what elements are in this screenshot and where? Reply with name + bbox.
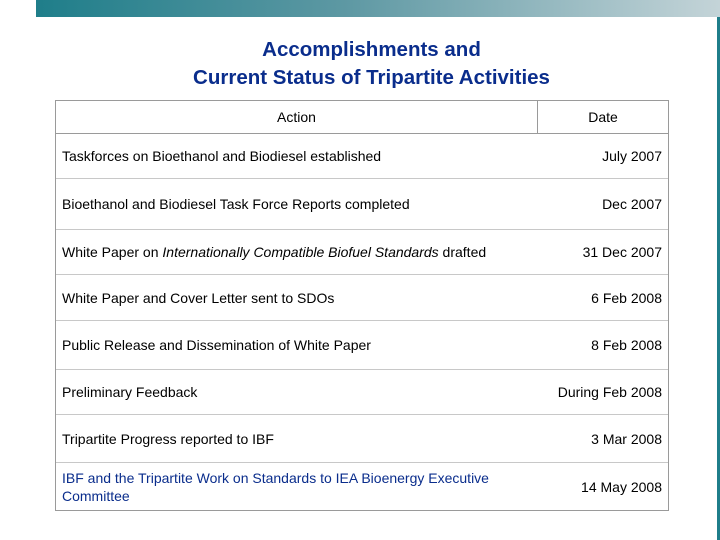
row-action-suffix: drafted [438, 244, 487, 260]
row-date: 14 May 2008 [581, 478, 662, 495]
row-action: Bioethanol and Biodiesel Task Force Reports completed [62, 196, 410, 212]
row-action [62, 230, 532, 274]
row-action: Taskforces on Bioethanol and Biodiesel established [62, 148, 382, 164]
table-row [56, 229, 668, 274]
row-date: 3 Mar 2008 [591, 430, 662, 447]
table-row [56, 320, 668, 369]
row-action: Public Release and Dissemination of White Paper [62, 337, 371, 353]
slide-title [0, 36, 720, 92]
table-row [56, 462, 668, 510]
table-row [56, 414, 668, 462]
row-action: IBF and the Tripartite Work on Standards to IEA Bioenergy Executive Committee [62, 469, 489, 504]
row-action-italic-title: Internationally Compatible Biofuel Standards [162, 244, 439, 260]
row-date: 31 Dec 2007 [582, 244, 662, 260]
row-date: During Feb 2008 [557, 384, 662, 400]
row-date: 6 Feb 2008 [591, 289, 662, 306]
title-line-1: Accomplishments and [262, 38, 481, 61]
header-date: Date [588, 109, 618, 125]
table-row [56, 274, 668, 320]
row-date: 8 Feb 2008 [591, 337, 662, 353]
table-row [56, 134, 668, 178]
row-date: Dec 2007 [602, 196, 662, 212]
title-line-2: Current Status of Tripartite Activities [193, 66, 550, 89]
row-action: Preliminary Feedback [62, 384, 198, 400]
top-decorative-bar [36, 0, 720, 17]
row-action-prefix: White Paper on [62, 244, 163, 260]
table-row [56, 178, 668, 229]
row-action: White Paper and Cover Letter sent to SDOs [62, 289, 335, 306]
row-date: July 2007 [602, 148, 662, 164]
header-action: Action [277, 109, 316, 125]
status-table [55, 100, 669, 511]
table-row [56, 369, 668, 414]
row-action: Tripartite Progress reported to IBF [62, 430, 274, 447]
table-header-row [56, 101, 668, 134]
